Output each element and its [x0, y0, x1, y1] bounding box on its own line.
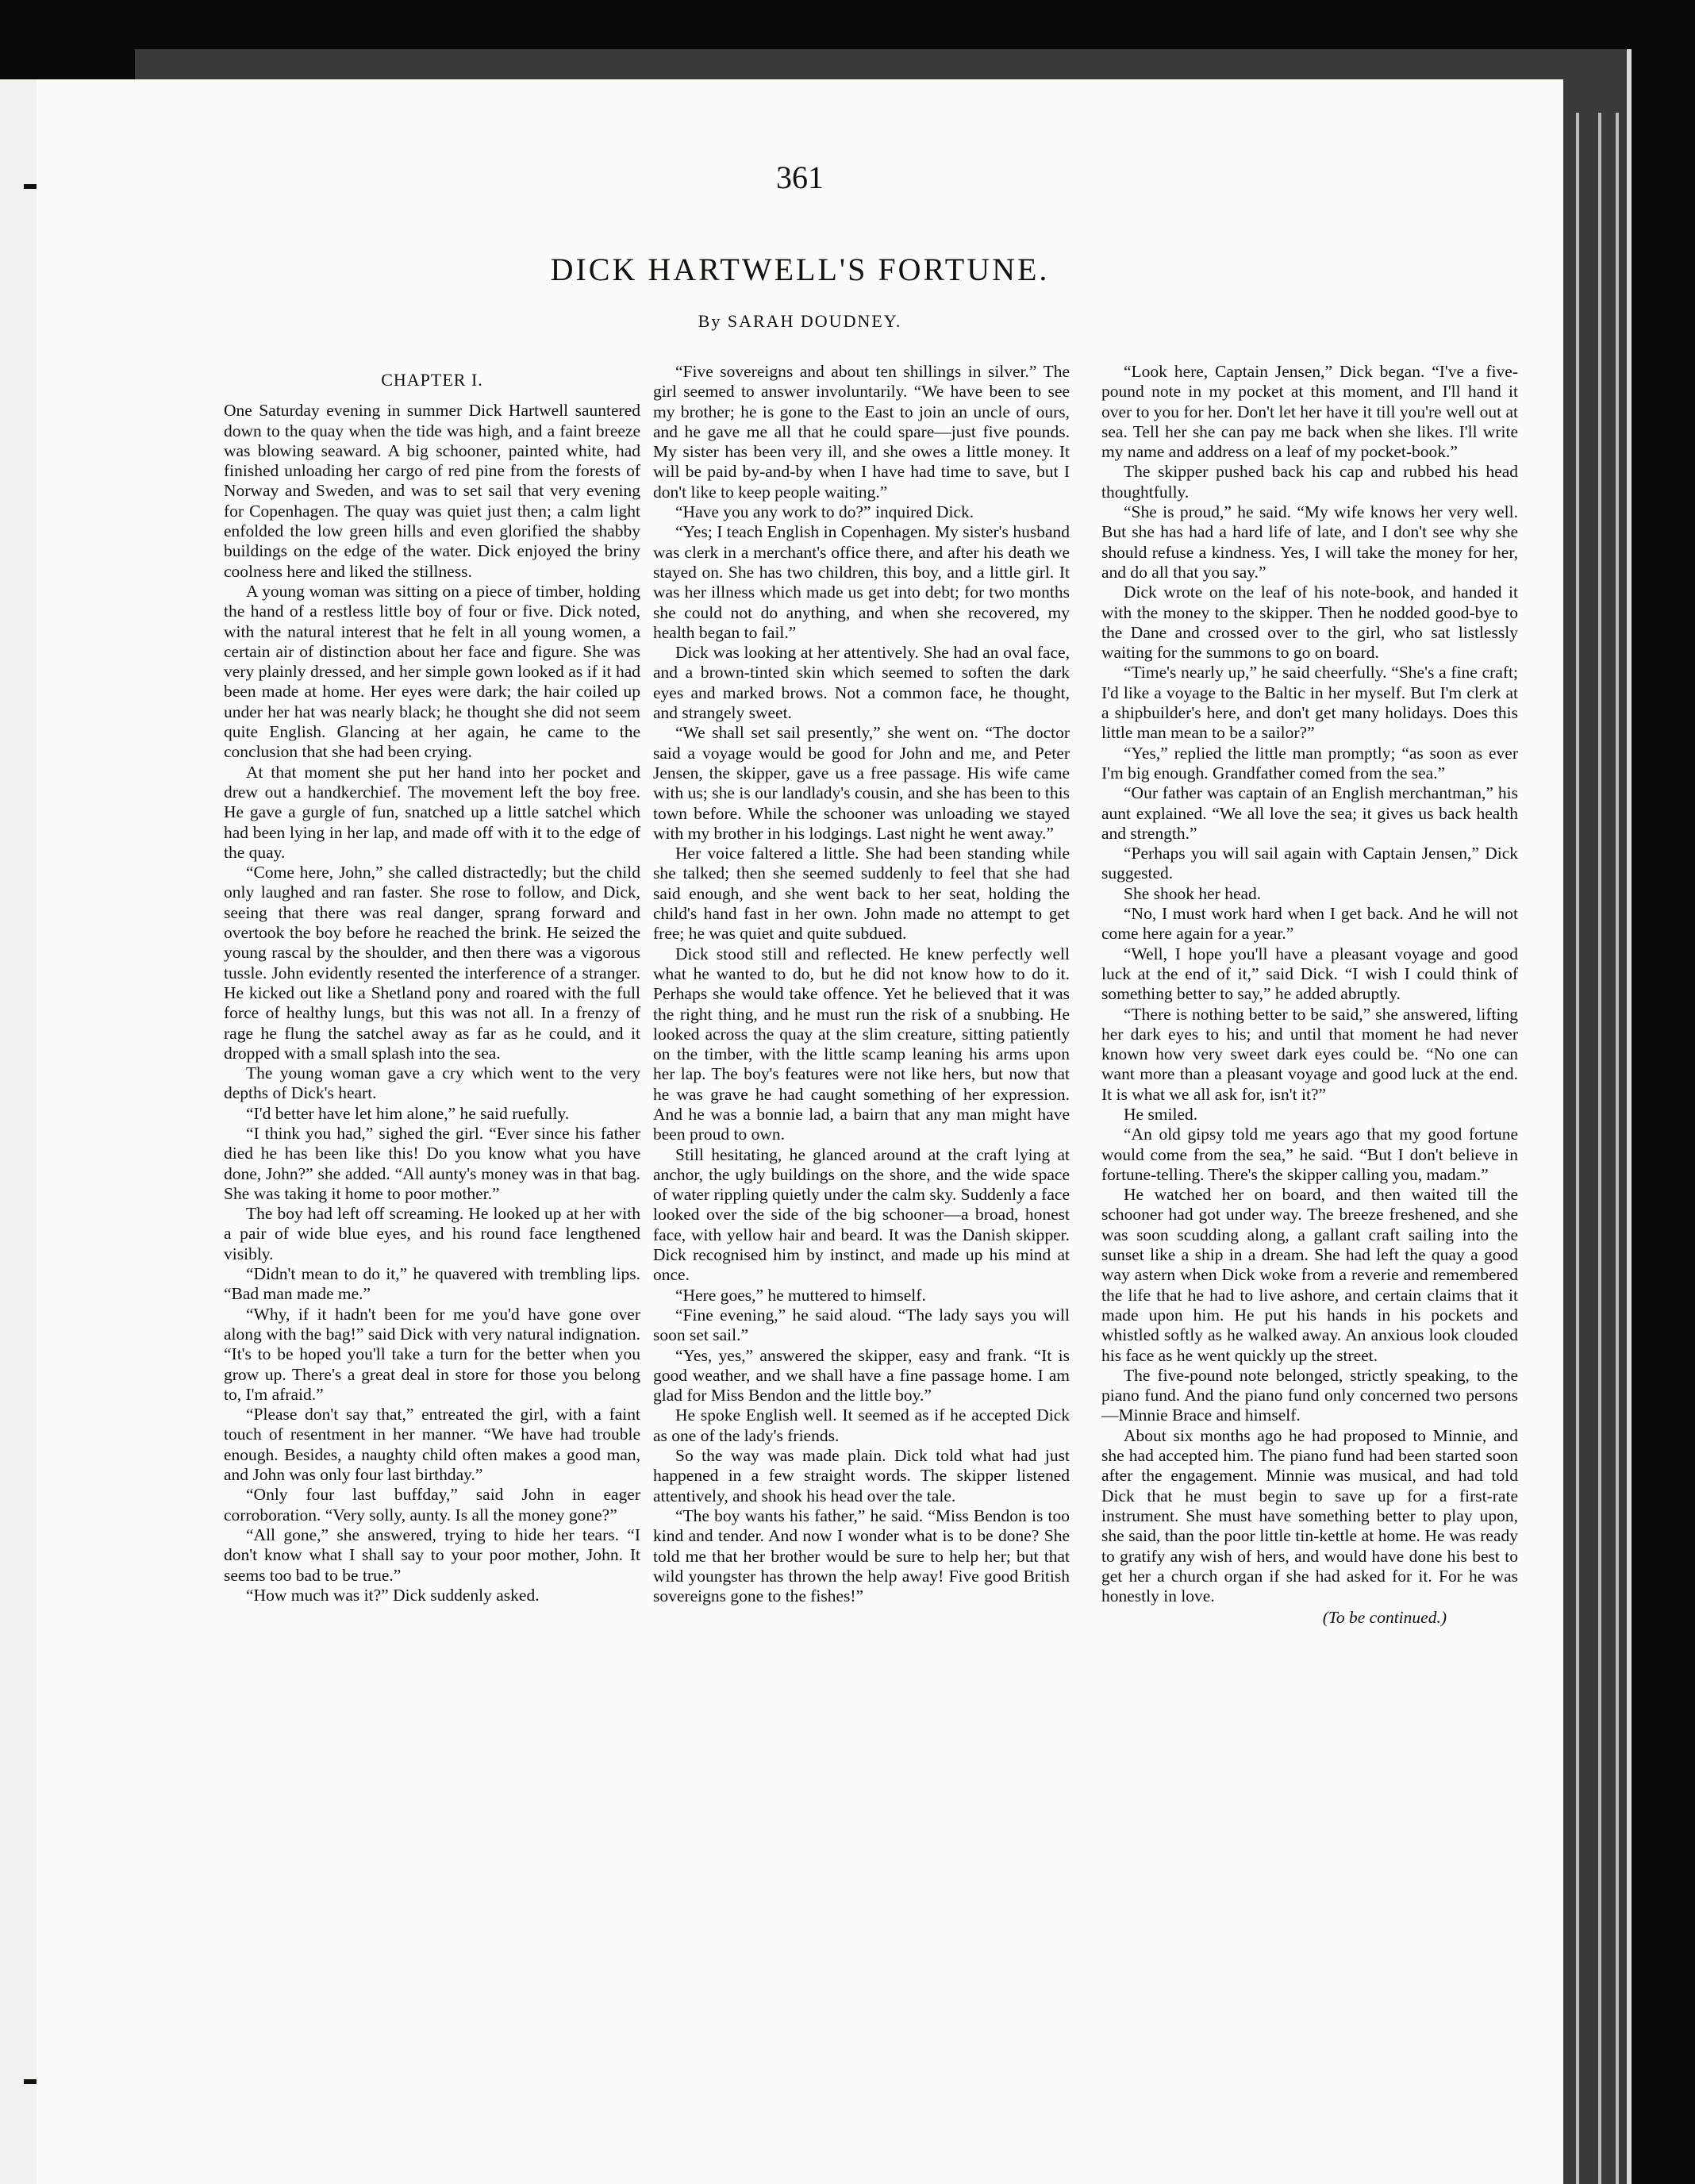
paragraph: About six months ago he had proposed to Minnie, and she had accepted him. The piano fund had been started soon after the engagement. Minnie was musical, and had told Dick that he must begin to save up for a first-rate instrument. She must have something better to play upon, she said, than the poor little tin-kettle at home. He was ready to gratify any wish of hers, and would have done his best to get her a church organ if she had asked for it. For he was honestly in love.	[1101, 1425, 1518, 1606]
paragraph: “I'd better have let him alone,” he said ruefully.	[246, 1103, 570, 1123]
paragraph: The skipper pushed back his cap and rubbed his head thoughtfully.	[1101, 462, 1518, 502]
text-column-1	[224, 362, 640, 1605]
paragraph: “Our father was captain of an English merchantman,” his aunt explained. “We all love the sea; it gives us back health and strength.”	[1101, 783, 1518, 843]
paragraph: So the way was made plain. Dick told what had just happened in a few straight words. The skipper listened attentively, and shook his head over the tale.	[653, 1446, 1070, 1505]
page-edge-line	[1576, 113, 1579, 2184]
paragraph: He spoke English well. It seemed as if he accepted Dick as one of the lady's friends.	[653, 1405, 1070, 1445]
paragraph: “An old gipsy told me years ago that my good fortune would come from the sea,” he said. “But I don't believe in fortune-telling. There's the skipper calling you, madam.”	[1101, 1125, 1518, 1184]
article-title: DICK HARTWELL'S FORTUNE.	[550, 252, 1050, 287]
paragraph: “Well, I hope you'll have a pleasant voyage and good luck at the end of it,” said Dick. “I wish I could think of something better to say,” he added abruptly.	[1101, 944, 1518, 1004]
page-edge-line	[1616, 113, 1619, 2184]
paragraph: The five-pound note belonged, strictly speaking, to the piano fund. And the piano fund only concerned two persons—Minnie Brace and himself.	[1101, 1365, 1518, 1425]
paragraph: “Fine evening,” he said aloud. “The lady says you will soon set sail.”	[653, 1305, 1070, 1345]
paragraph: “All gone,” she answered, trying to hide her tears. “I don't know what I shall say to your poor mother, John. It seems too bad to be true.”	[224, 1525, 640, 1585]
paragraph: Dick wrote on the leaf of his note-book, and handed it with the money to the skipper. Then he nodded good-bye to the Dane and crossed over to the girl, who sat listlessly waiting for the summons to go on board.	[1101, 583, 1518, 663]
paragraph: Dick stood still and reflected. He knew perfectly well what he wanted to do, but he did not know how to do it. Perhaps she would take offence. Yet he believed that it was the right thing, and he must run the risk of a snubbing. He looked across the quay at the slim creature, sitting patiently on the timber, with the little scamp leaning his arms upon her lap. The boy's features were not like hers, but now that he was grave he had caught something of her expression. And he was a bonnie lad, a bairn that any man might have been proud to own.	[653, 944, 1070, 1144]
paragraph: “Here goes,” he muttered to himself.	[675, 1285, 926, 1305]
paragraph: “Yes; I teach English in Copenhagen. My sister's husband was clerk in a merchant's office there, and after his death we stayed on. She has two children, this boy, and a little girl. It was her illness which made us get into debt; for two months she could not do anything, and when she recovered, my health began to fail.”	[653, 522, 1070, 642]
paragraph: “No, I must work hard when I get back. And he will not come here again for a year.”	[1101, 904, 1518, 944]
paragraph: “Five sovereigns and about ten shillings in silver.” The girl seemed to answer involuntarily. “We have been to see my brother; he is gone to the East to join an uncle of ours, and he gave me all that he could spare—just five pounds. My sister has been very ill, and she owes a little money. It will be paid by-and-by when I have had time to save, but I don't like to keep people waiting.”	[653, 362, 1070, 502]
paragraph: “Didn't mean to do it,” he quavered with trembling lips. “Bad man made me.”	[224, 1264, 640, 1304]
byline: By SARAH DOUDNEY.	[698, 311, 902, 331]
paragraph: Dick was looking at her attentively. She had an oval face, and a brown-tinted skin which seemed to soften the dark eyes and marked brows. Not a common face, he thought, and strangely sweet.	[653, 643, 1070, 723]
paragraph: A young woman was sitting on a piece of timber, holding the hand of a restless little boy of four or five. Dick noted, with the natural interest that he felt in all young women, a certain air of distinction about her face and figure. She was very plainly dressed, and her simple gown looked as if it had been made at home. Her eyes were dark; the hair coiled up under her hat was nearly black; he thought she did not seem quite English. Glancing at her again, he came to the conclusion that she had been crying.	[224, 581, 640, 762]
text-column-3	[1101, 362, 1518, 1628]
paragraph: “Yes,” replied the little man promptly; “as soon as ever I'm big enough. Grandfather comed from the sea.”	[1101, 743, 1518, 782]
paragraph: “Perhaps you will sail again with Captain Jensen,” Dick suggested.	[1101, 844, 1518, 883]
paragraph: “The boy wants his father,” he said. “Miss Bendon is too kind and tender. And now I wonder what is to be done? She told me that her brother would be sure to help her; but that wild youngster has thrown the help away! Five good British sovereigns gone to the fishes!”	[653, 1505, 1070, 1606]
paragraph: “Time's nearly up,” he said cheerfully. “She's a fine craft; I'd like a voyage to the Baltic in her myself. But I'm clerk at a shipbuilder's here, and don't get many holidays. Does this little man mean to be a sailor?”	[1101, 663, 1518, 743]
page-number: 361	[776, 160, 824, 195]
paragraph: “Have you any work to do?” inquired Dick.	[675, 502, 974, 522]
paragraph: The boy had left off screaming. He looked up at her with a pair of wide blue eyes, and his round face lengthened visibly.	[224, 1204, 640, 1263]
paragraph: “How much was it?” Dick suddenly asked.	[246, 1585, 540, 1605]
paragraph: Still hesitating, he glanced around at the craft lying at anchor, the ugly buildings on the shore, and the wide space of water rippling quietly under the calm sky. Suddenly a face looked over the side of the big schooner—a broad, honest face, with yellow hair and beard. It was the Danish skipper. Dick recognised him by instinct, and made up his mind at once.	[653, 1144, 1070, 1285]
paragraph: “Look here, Captain Jensen,” Dick began. “I've a five-pound note in my pocket at this moment, and I'll hand it over to you for her. Don't let her have it till you're well out at sea. Tell her she can pay me back when she likes. I'll write my name and address on a leaf of my pocket-book.”	[1101, 362, 1518, 462]
paragraph: Her voice faltered a little. She had been standing while she talked; then she seemed suddenly to feel that she had said enough, and she went back to her seat, holding the child's hand fast in her own. John made no attempt to get free; he was quiet and quite subdued.	[653, 844, 1070, 944]
magazine-page	[37, 79, 1563, 2184]
to-be-continued: (To be continued.)	[1322, 1608, 1447, 1628]
paragraph: At that moment she put her hand into her pocket and drew out a handkerchief. The movement left the boy free. He gave a gurgle of fun, snatched up a little satchel which had been lying in her lap, and made off with it to the edge of the quay.	[224, 762, 640, 862]
paragraph: “Only four last buffday,” said John in eager corroboration. “Very solly, aunty. Is all the money gone?”	[224, 1485, 640, 1525]
paragraph: “Please don't say that,” entreated the girl, with a faint touch of resentment in her manner. “We have had trouble enough. Besides, a naughty child often makes a good man, and John was only four last birthday.”	[224, 1405, 640, 1485]
paragraph: One Saturday evening in summer Dick Hartwell sauntered down to the quay when the tide was high, and a faint breeze was blowing seaward. A big schooner, painted white, had finished unloading her cargo of red pine from the forests of Norway and Sweden, and was to set sail that very evening for Copenhagen. The quay was quiet just then; a calm light enfolded the low green hills and even glorified the shabby buildings on the edge of the water. Dick enjoyed the briny coolness here and liked the stillness.	[224, 401, 640, 581]
paragraph: “Yes, yes,” answered the skipper, easy and frank. “It is good weather, and we shall have a fine passage home. I am glad for Miss Bendon and the little boy.”	[653, 1345, 1070, 1405]
page-edge-line	[1598, 113, 1601, 2184]
paragraph: The young woman gave a cry which went to the very depths of Dick's heart.	[224, 1063, 640, 1103]
paragraph: “Why, if it hadn't been for me you'd have gone over along with the bag!” said Dick with very natural indignation. “It's to be hoped you'll take a turn for the better when you grow up. There's a great deal in store for those you belong to, I'm afraid.”	[224, 1304, 640, 1404]
paragraph: “We shall set sail presently,” she went on. “The doctor said a voyage would be good for John and me, and Peter Jensen, the skipper, gave us a free passage. His wife came with us; she is our landlady's cousin, and she has been to this town before. While the schooner was unloading we stayed with my brother in his lodgings. Last night he went away.”	[653, 723, 1070, 843]
paragraph: She shook her head.	[1124, 883, 1262, 903]
paragraph: “Come here, John,” she called distractedly; but the child only laughed and ran faster. She rose to follow, and Dick, seeing that there was real danger, sprang forward and overtook the boy before he reached the brink. He seized the young rascal by the shoulder, and then there was a vigorous tussle. John evidently resented the interference of a stranger. He kicked out like a Shetland pony and roared with the full force of healthy lungs, but this was not all. In a frenzy of rage he flung the satchel away as far as he could, and it dropped with a small splash into the sea.	[224, 863, 640, 1063]
paragraph: He smiled.	[1124, 1104, 1198, 1124]
paragraph: He watched her on board, and then waited till the schooner had got under way. The breeze freshened, and she was soon scudding along, a gallant craft sailing into the sunset like a ship in a dream. She had left the quay a good way astern when Dick woke from a reverie and remembered the life that he had to live ashore, and certain claims that it made upon him. He put his hands in his pockets and whistled softly as he walked away. An anxious look clouded his face as he went quickly up the street.	[1101, 1185, 1518, 1365]
text-column-2	[653, 362, 1070, 1606]
previous-page-edge	[0, 79, 39, 2184]
paragraph: “I think you had,” sighed the girl. “Ever since his father died he has been like this! Do you know what you have done, John?” she added. “All aunty's money was in that bag. She was taking it home to poor mother.”	[224, 1123, 640, 1203]
paragraph: “There is nothing better to be said,” she answered, lifting her dark eyes to his; and until that moment he had never known how very sweet dark eyes could be. “No one can want more than a pleasant voyage and good luck at the end. It is what we all ask for, isn't it?”	[1101, 1004, 1518, 1104]
paragraph: “She is proud,” he said. “My wife knows her very well. But she has had a hard life of late, and I don't see why she should refuse a kindness. Yes, I will take the money for her, and do all that you say.”	[1101, 502, 1518, 582]
chapter-heading: CHAPTER I.	[381, 370, 483, 390]
